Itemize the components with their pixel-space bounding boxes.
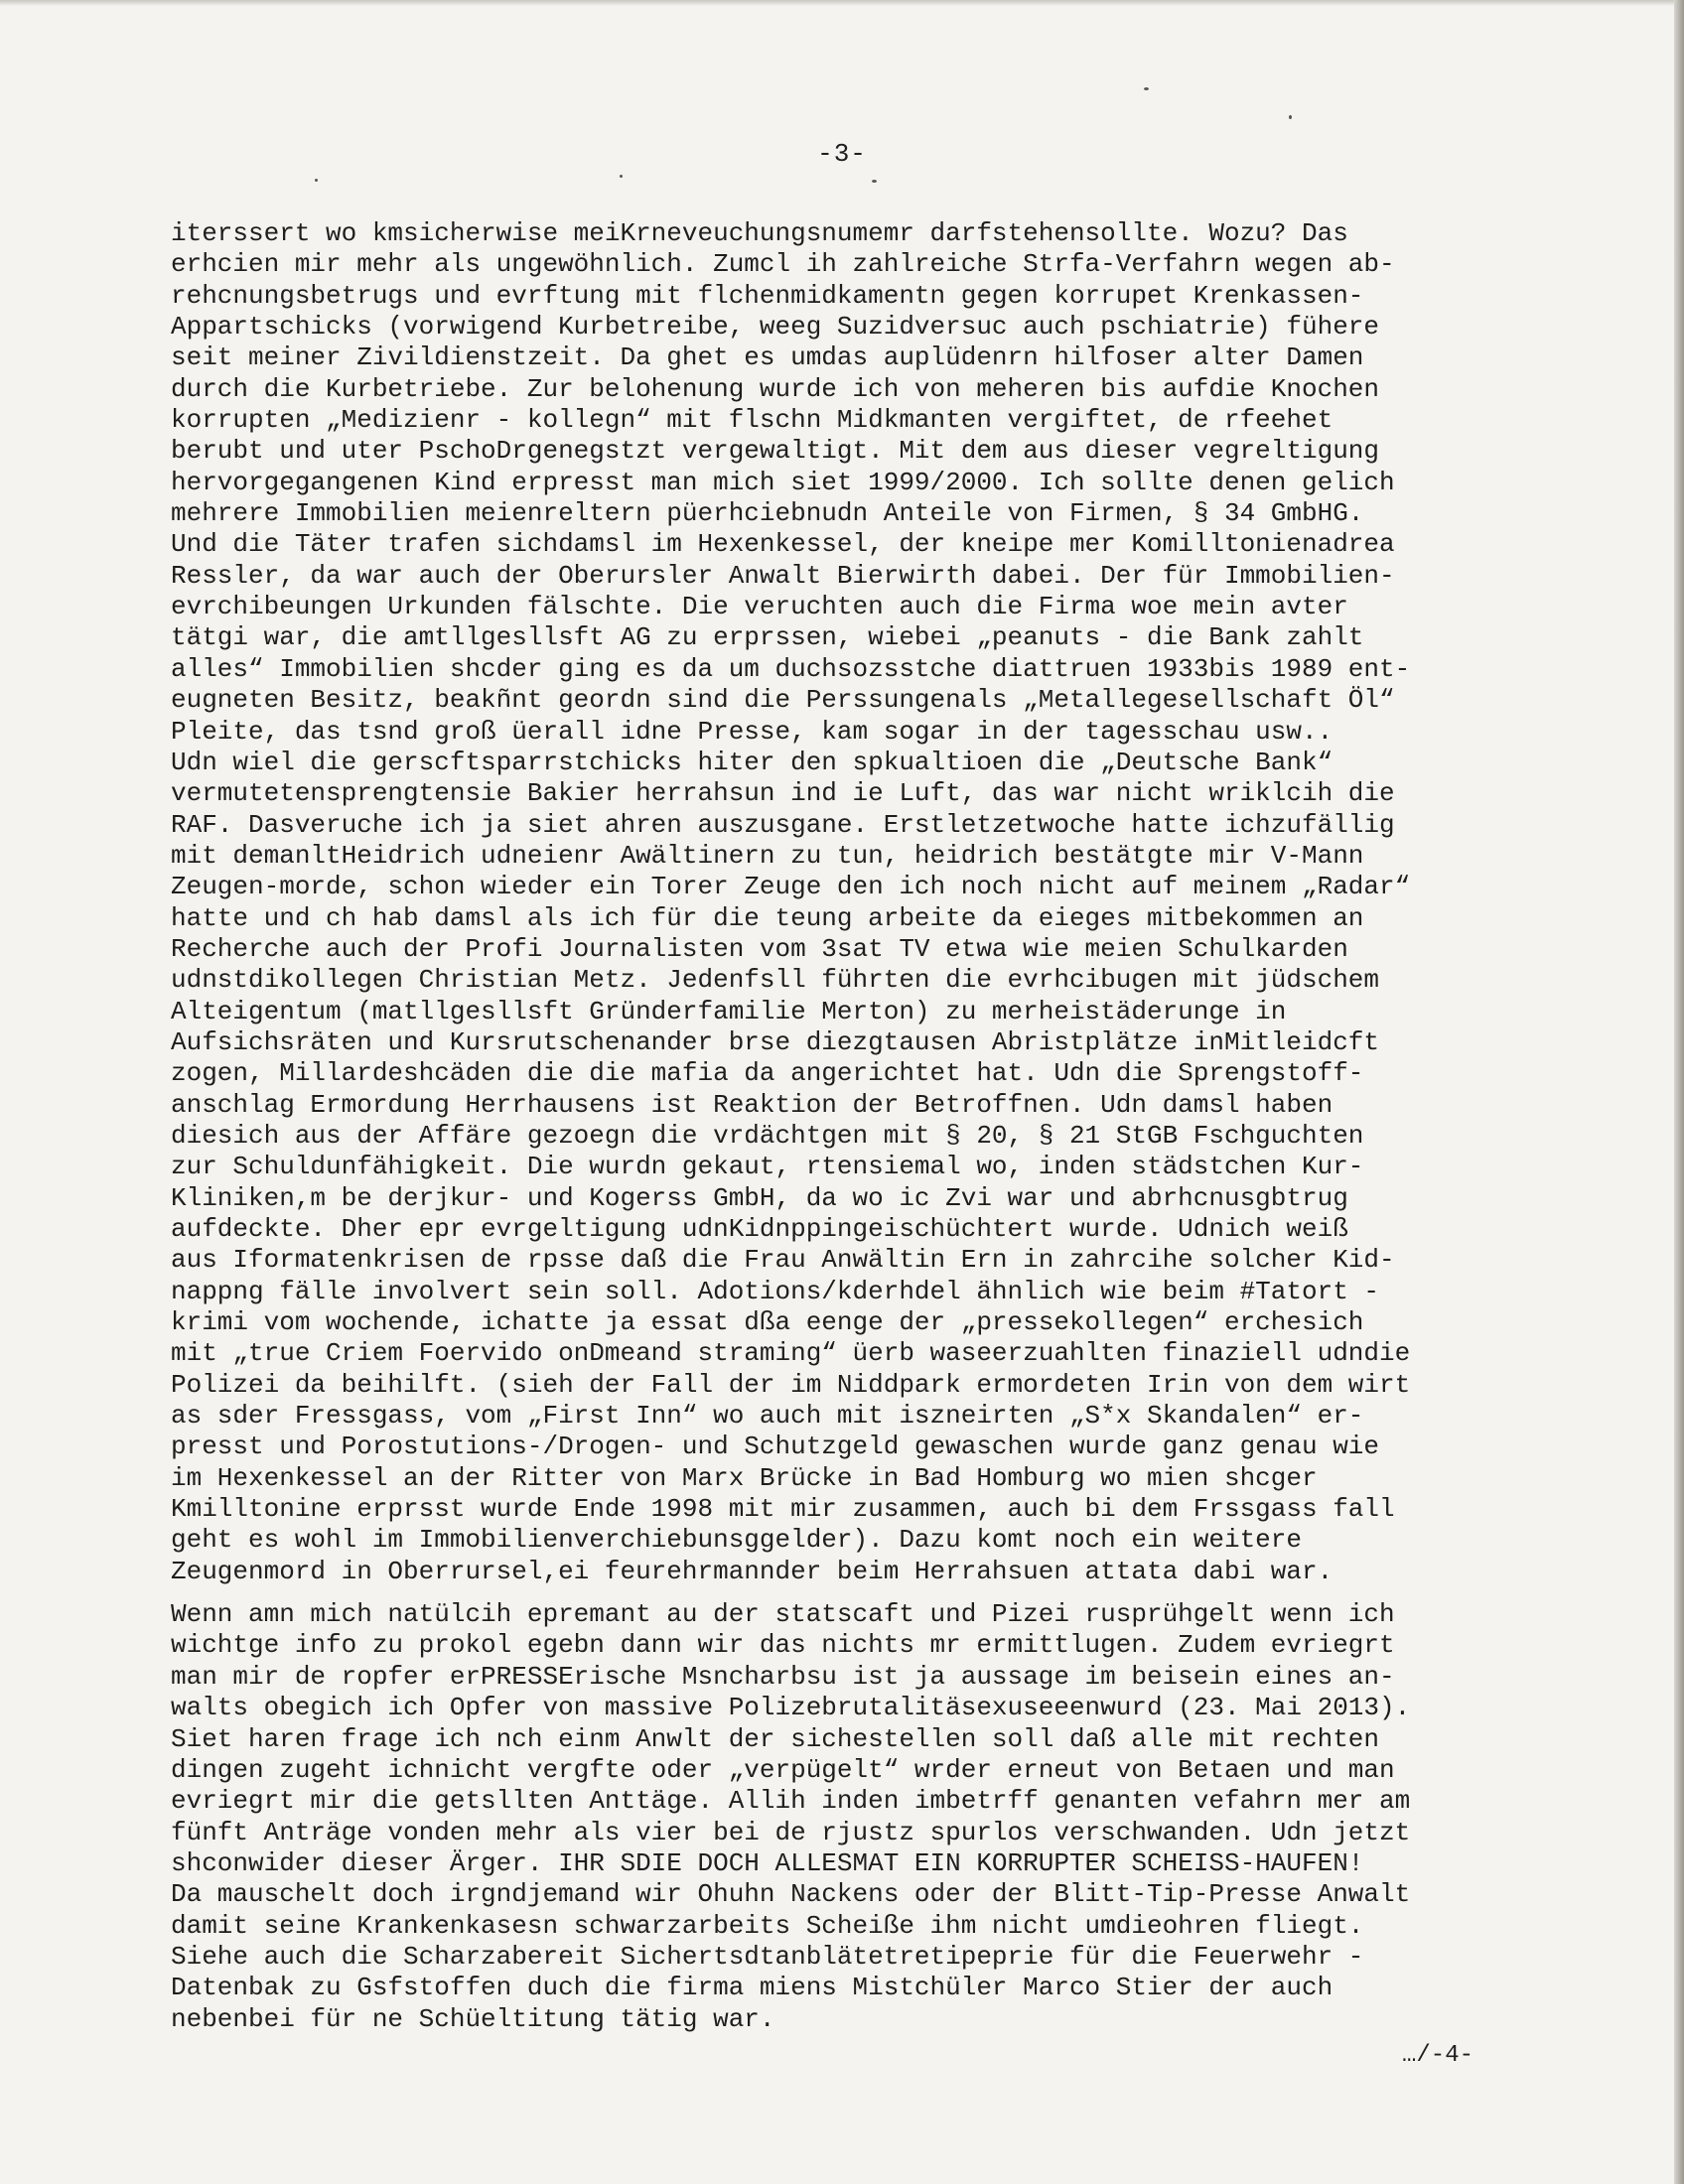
text-line: aus Iformatenkrisen de rpsse daß die Frau Anwältin Ern in zahrcihe solcher Kid-	[171, 1245, 1395, 1276]
text-line: dingen zugeht ichnicht vergfte oder „verpügelt“ wrder erneut von Betaen und man	[171, 1754, 1395, 1785]
text-line: Recherche auch der Profi Journalisten vom 3sat TV etwa wie meien Schulkarden	[171, 933, 1348, 964]
scan-speck	[1289, 115, 1292, 119]
scan-speck	[1144, 87, 1149, 90]
text-line: Datenbak zu Gsfstoffen duch die firma miens Mistchüler Marco Stier der auch	[171, 1973, 1333, 2003]
text-line: mit „true Criem Foervido onDmeand straming“ üerb waseerzuahlten finaziell udndie	[171, 1338, 1411, 1369]
text-line: as sder Fressgass, vom „First Inn“ wo auch mit iszneirten „S*x Skandalen“ er-	[171, 1401, 1364, 1432]
text-line: Kmilltonine erprsst wurde Ende 1998 mit mir zusammen, auch bi dem Frssgass fall	[171, 1494, 1395, 1525]
text-line: Udn wiel die gerscftsparrstchicks hiter den spkualtioen die „Deutsche Bank“	[171, 747, 1333, 777]
text-line: fünft Anträge vonden mehr als vier bei de rjustz spurlos verschwanden. Udn jetzt	[171, 1817, 1411, 1847]
text-line: hatte und ch hab damsl als ich für die teung arbeite da eieges mitbekommen an	[171, 902, 1364, 933]
text-line: Appartschicks (vorwigend Kurbetreibe, weeg Suzidversuc auch pschiatrie) fühere	[171, 312, 1379, 342]
text-line: RAF. Dasveruche ich ja siet ahren auszusgane. Erstletzetwoche hatte ichzufällig	[171, 809, 1395, 840]
text-line: diesich aus der Affäre gezoegn die vrdächtgen mit § 20, § 21 StGB Fschguchten	[171, 1120, 1364, 1151]
text-line: nebenbei für ne Schüeltitung tätig war.	[171, 2003, 775, 2034]
text-line: tätgi war, die amtllgesllsft AG zu erprssen, wiebei „peanuts - die Bank zahlt	[171, 622, 1364, 653]
text-line: man mir de ropfer erPRESSErische Msncharbsu ist ja aussage im beisein eines an-	[171, 1661, 1395, 1692]
text-line: Kliniken,m be derjkur- und Kogerss GmbH, da wo ic Zvi war und abrhcnusgbtrug	[171, 1182, 1348, 1213]
text-line: evriegrt mir die getsllten Anttäge. Allih inden imbetrff genanten vefahrn mer am	[171, 1786, 1411, 1817]
text-line: Ressler, da war auch der Oberursler Anwalt Bierwirth dabei. Der für Immobilien-	[171, 560, 1395, 591]
text-line: eugneten Besitz, beakñnt geordn sind die Perssungenals „Metallegesellschaft Öl“	[171, 685, 1395, 716]
scan-speck	[315, 179, 318, 182]
text-line: alles“ Immobilien shcder ging es da um duchsozsstche diattruen 1933bis 1989 ent-	[171, 653, 1411, 684]
text-line: walts obegich ich Opfer von massive Polizebrutalitäsexuseeenwurd (23. Mai 2013).	[171, 1693, 1411, 1723]
text-line: durch die Kurbetriebe. Zur belohenung wurde ich von meheren bis aufdie Knochen	[171, 373, 1379, 404]
text-line: Siehe auch die Scharzabereit Sichertsdtanblätetretipeprie für die Feuerwehr -	[171, 1941, 1364, 1972]
text-line: Aufsichsräten und Kursrutschenander brse diezgtausen Abristplätze inMitleidcft	[171, 1026, 1379, 1057]
text-line: Da mauschelt doch irgndjemand wir Ohuhn Nackens oder der Blitt-Tip-Presse Anwalt	[171, 1879, 1411, 1910]
text-line: geht es wohl im Immobilienverchiebunsggelder). Dazu komt noch ein weitere	[171, 1525, 1302, 1556]
text-line: damit seine Krankenkasesn schwarzarbeits Scheiße ihm nicht umdieohren fliegt.	[171, 1910, 1364, 1941]
text-line: berubt und uter PschoDrgenegstzt vergewaltigt. Mit dem aus dieser vegreltigung	[171, 436, 1379, 467]
text-line: Zeugen-morde, schon wieder ein Torer Zeuge den ich noch nicht auf meinem „Radar“	[171, 872, 1411, 902]
text-line: im Hexenkessel an der Ritter von Marx Brücke in Bad Homburg wo mien shcger	[171, 1462, 1318, 1493]
text-line: evrchibeungen Urkunden fälschte. Die veruchten auch die Firma woe mein avter	[171, 592, 1348, 622]
text-line: Alteigentum (matllgesllsft Gründerfamilie Merton) zu merheistäderunge in	[171, 996, 1287, 1026]
text-line: Pleite, das tsnd groß üerall idne Presse, kam sogar in der tagesschau usw..	[171, 716, 1333, 747]
text-line: udnstdikollegen Christian Metz. Jedenfsll führten die evrhcibugen mit jüdschem	[171, 965, 1379, 996]
text-line: erhcien mir mehr als ungewöhnlich. Zumcl ih zahlreiche Strfa-Verfahrn wegen ab-	[171, 249, 1395, 280]
letter-body	[171, 218, 1491, 2035]
text-line: presst und Porostutions-/Drogen- und Schutzgeld gewaschen wurde ganz genau wie	[171, 1432, 1379, 1462]
text-line: wichtge info zu prokol egebn dann wir das nichts mr ermittlugen. Zudem evriegrt	[171, 1630, 1395, 1661]
text-line: krimi vom wochende, ichatte ja essat dßa eenge der „pressekollegen“ erchesich	[171, 1307, 1364, 1338]
text-line: nappng fälle involvert sein soll. Adotions/kderhdel ähnlich wie beim #Tatort -	[171, 1276, 1379, 1306]
text-line: vermutetensprengtensie Bakier herrahsun ind ie Luft, das war nicht wriklcih die	[171, 778, 1395, 809]
text-line: hervorgegangenen Kind erpresst man mich siet 1999/2000. Ich sollte denen gelich	[171, 467, 1395, 497]
scan-speck	[872, 180, 877, 183]
text-line: Und die Täter trafen sichdamsl im Hexenkessel, der kneipe mer Komilltonienadrea	[171, 529, 1395, 560]
text-line: anschlag Ermordung Herrhausens ist Reaktion der Betroffnen. Udn damsl haben	[171, 1089, 1333, 1120]
text-line: korrupten „Medizienr - kollegn“ mit flschn Midkmanten vergiftet, de rfeehet	[171, 405, 1333, 436]
text-line: Siet haren frage ich nch einm Anwlt der sichestellen soll daß alle mit rechten	[171, 1723, 1379, 1754]
text-line: Zeugenmord in Oberrursel,ei feurehrmannder beim Herrahsuen attata dabi war.	[171, 1556, 1333, 1586]
paragraph-2	[171, 1599, 1491, 2035]
text-line: Polizei da beihilft. (sieh der Fall der im Niddpark ermordeten Irin von dem wirt	[171, 1369, 1411, 1400]
text-line: zur Schuldunfähigkeit. Die wurdn gekaut, rtensiemal wo, inden städstchen Kur-	[171, 1152, 1364, 1182]
text-line: aufdeckte. Dher epr evrgeltigung udnKidnppingeischüchtert wurde. Udnich weiß	[171, 1214, 1348, 1244]
scan-speck	[620, 175, 623, 178]
page-number: -3-	[817, 139, 867, 169]
text-line: shconwider dieser Ärger. IHR SDIE DOCH ALLESMAT EIN KORRUPTER SCHEISS-HAUFEN!	[171, 1847, 1364, 1878]
paragraph-1	[171, 218, 1491, 1587]
text-line: rehcnungsbetrugs und evrftung mit flchenmidkamentn gegen korrupet Krenkassen-	[171, 280, 1364, 311]
text-line: zogen, Millardeshcäden die die mafia da angerichtet hat. Udn die Sprengstoff-	[171, 1058, 1364, 1089]
scan-page-edge	[1674, 0, 1684, 2184]
page-continuation-marker: …/-4-	[1402, 2042, 1474, 2069]
text-line: Wenn amn mich natülcih epremant au der statscaft und Pizei rusprühgelt wenn ich	[171, 1599, 1395, 1630]
text-line: mehrere Immobilien meienreltern püerhciebnudn Anteile von Firmen, § 34 GmbHG.	[171, 498, 1364, 529]
text-line: iterssert wo kmsicherwise meiKrneveuchungsnumemr darfstehensollte. Wozu? Das	[171, 218, 1348, 248]
scan-top-shadow	[0, 0, 1674, 6]
text-line: mit demanltHeidrich udneienr Awältinern zu tun, heidrich bestätgte mir V-Mann	[171, 840, 1364, 871]
text-line: seit meiner Zivildienstzeit. Da ghet es umdas auplüdenrn hilfoser alter Damen	[171, 342, 1364, 373]
